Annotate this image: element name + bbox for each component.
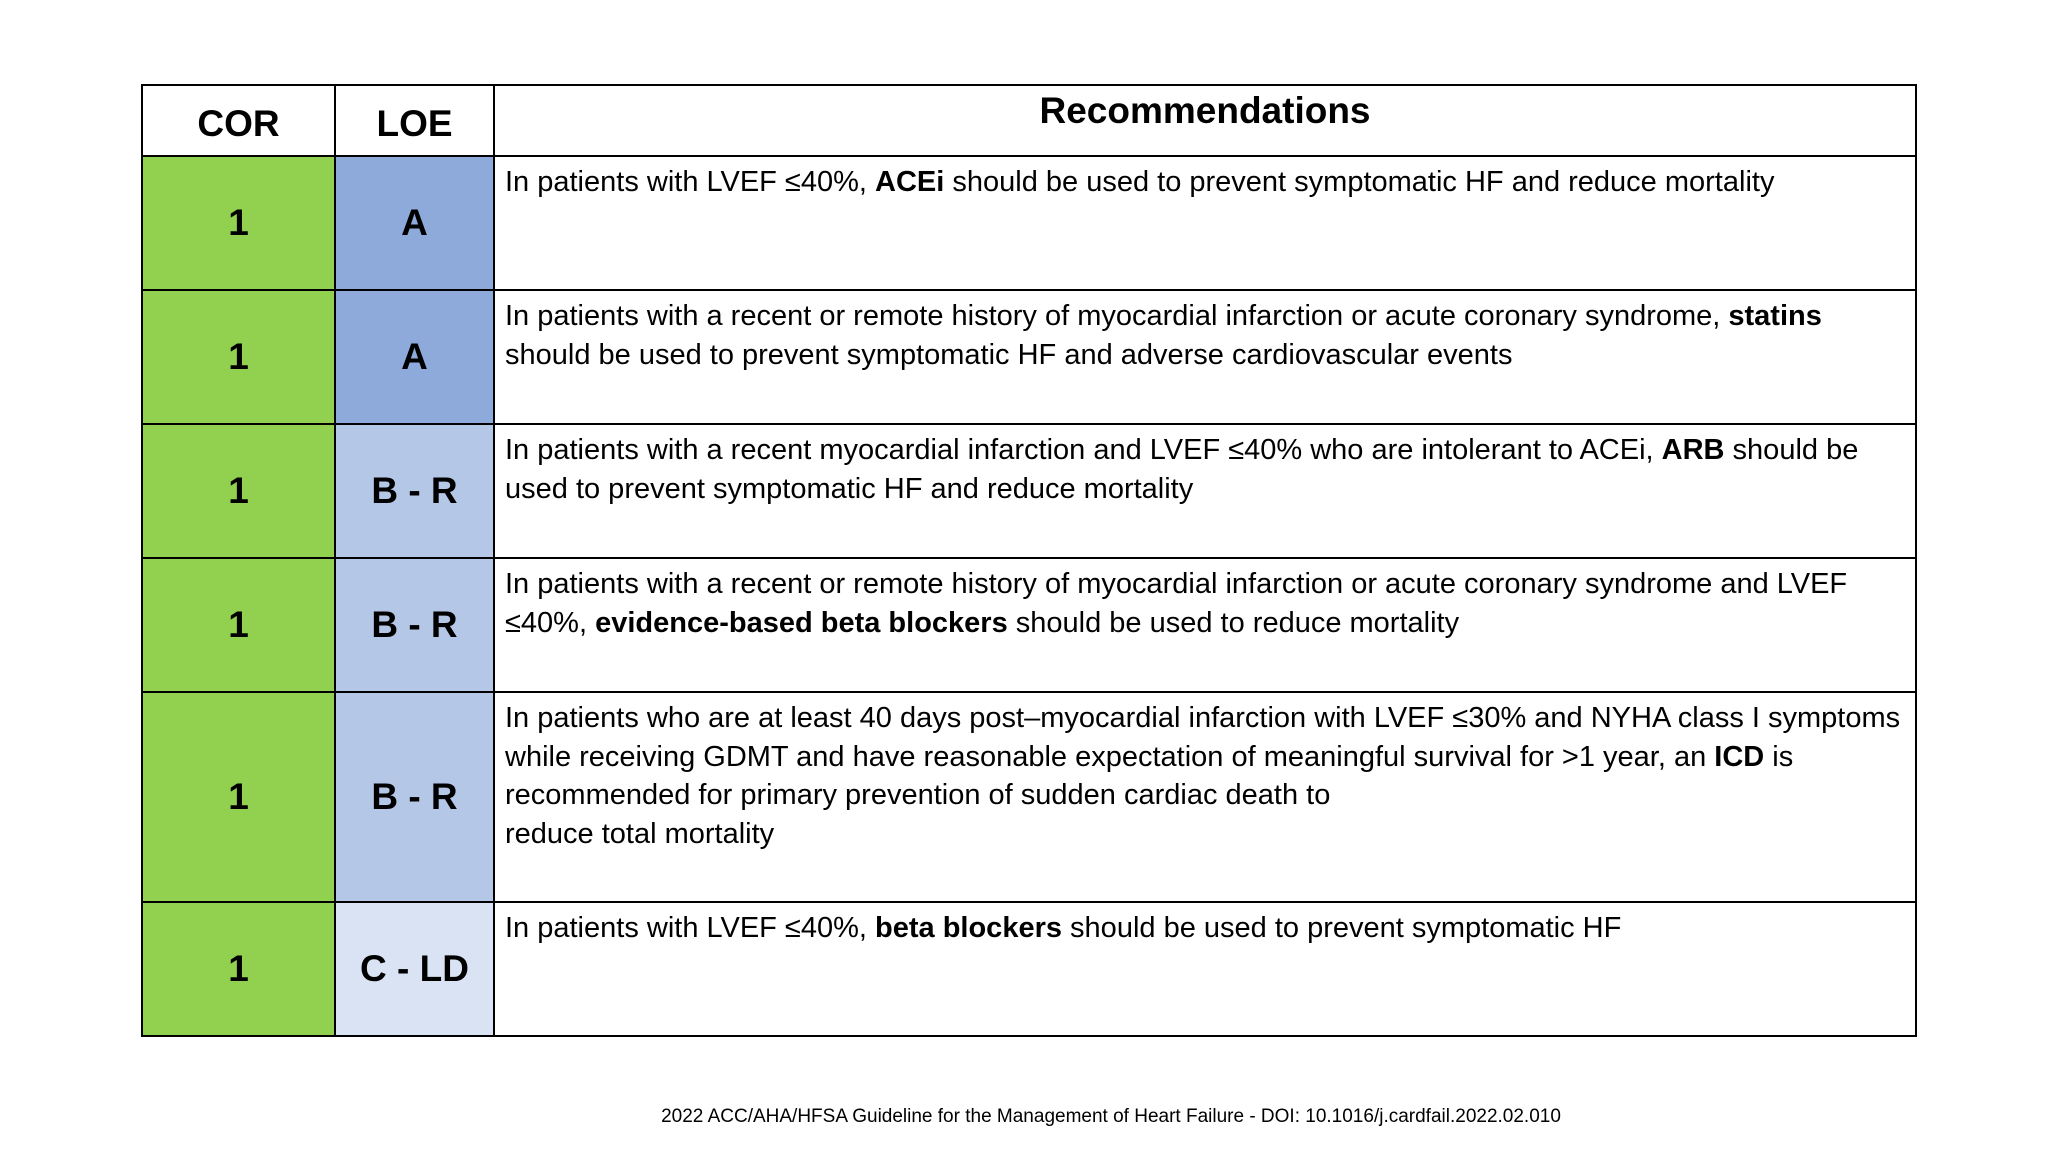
recommendation-cell (494, 902, 1916, 1036)
loe-cell: A (335, 290, 494, 424)
recommendation-cell (494, 424, 1916, 558)
table-row (142, 902, 1916, 1036)
table-row (142, 692, 1916, 902)
recommendation-text: should be used to reduce mortality (1007, 606, 1460, 639)
recommendation-text: should be used to prevent symptomatic HF and reduce mortality (944, 166, 1775, 198)
recommendation-emphasis: ARB (1661, 434, 1725, 466)
header-recommendations: Recommendations (494, 85, 1916, 156)
recommendation-cell (494, 692, 1916, 902)
recommendation-table (141, 84, 1917, 1037)
recommendation-text: is recommended for primary prevention of sudden cardiac death to (505, 740, 1794, 811)
recommendation-text: In patients with LVEF ≤40%, (505, 912, 876, 944)
header-row (142, 85, 1916, 156)
recommendation-emphasis: statins (1728, 300, 1822, 332)
recommendation-text: In patients with a recent or remote history of myocardial infarction or acute coronary syndrome, (505, 300, 1729, 332)
cor-cell: 1 (142, 424, 335, 558)
table-row (142, 424, 1916, 558)
recommendation-text: In patients with LVEF ≤40%, (505, 166, 876, 198)
cor-cell: 1 (142, 156, 335, 290)
recommendation-cell (494, 558, 1916, 692)
recommendation-text: should be used to prevent symptomatic HF (1062, 912, 1622, 944)
recommendation-text: In patients with a recent or remote history of myocardial infarction or acute coronary syndrome and LVEF ≤40%, (505, 568, 1848, 639)
cor-cell: 1 (142, 692, 335, 902)
header-loe: LOE (335, 85, 494, 156)
table-body (142, 156, 1916, 1036)
cor-cell: 1 (142, 290, 335, 424)
table-row (142, 156, 1916, 290)
recommendation-emphasis: evidence-based beta blockers (595, 606, 1008, 639)
table-header (142, 85, 1916, 156)
loe-cell: B - R (335, 692, 494, 902)
recommendation-emphasis: ICD (1714, 740, 1765, 773)
recommendation-table-container (141, 84, 1915, 1037)
loe-cell: C - LD (335, 902, 494, 1036)
table-row (142, 290, 1916, 424)
recommendation-text: should be used to prevent symptomatic HF and adverse cardiovascular events (505, 338, 1513, 371)
recommendation-emphasis: beta blockers (875, 912, 1062, 944)
cor-cell: 1 (142, 558, 335, 692)
recommendation-text: should be used to prevent symptomatic HF and reduce mortality (505, 434, 1859, 505)
recommendation-cell (494, 156, 1916, 290)
recommendation-cell (494, 290, 1916, 424)
recommendation-text: In patients with a recent myocardial infarction and LVEF ≤40% who are intolerant to ACEi, (505, 434, 1662, 466)
recommendation-text: In patients who are at least 40 days post–myocardial infarction with LVEF ≤30% and NYHA class I symptoms while receiving GDMT and have reasonable expectation of meaningful survival for >1 year, an (505, 702, 1901, 773)
table-row (142, 558, 1916, 692)
citation-footer: 2022 ACC/AHA/HFSA Guideline for the Management of Heart Failure - DOI: 10.1016/j.cardfail.2022.02.010 (661, 1106, 1561, 1127)
recommendation-emphasis: ACEi (875, 166, 945, 198)
header-cor: COR (142, 85, 335, 156)
cor-cell: 1 (142, 902, 335, 1036)
loe-cell: B - R (335, 558, 494, 692)
loe-cell: B - R (335, 424, 494, 558)
recommendation-text: reduce total mortality (505, 817, 775, 850)
loe-cell: A (335, 156, 494, 290)
